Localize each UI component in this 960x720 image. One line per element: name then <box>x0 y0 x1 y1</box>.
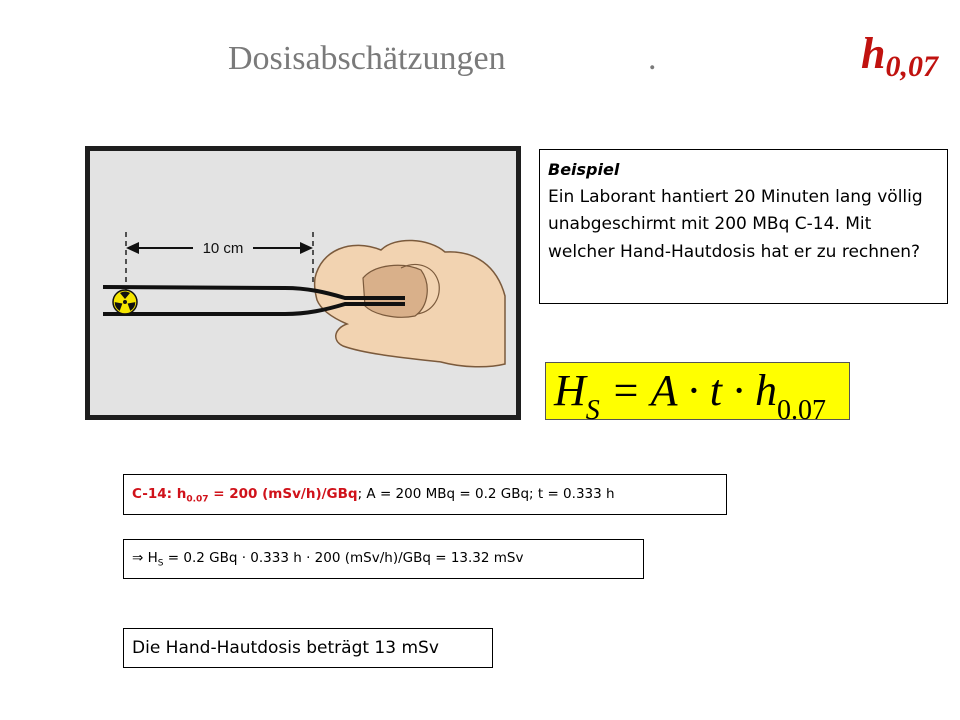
calc-text: = 0.2 GBq · 0.333 h · 200 (mSv/h)/GBq = 13.32 mSv <box>163 550 524 566</box>
formula-lhs-sub: S <box>585 395 600 426</box>
c14-value: = 200 (mSv/h)/GBq <box>208 486 358 502</box>
formula-middle: = A · t · h <box>599 366 777 415</box>
calculation-box <box>123 539 644 579</box>
example-box <box>539 149 948 304</box>
dose-formula <box>545 362 850 426</box>
calc-sub: S <box>157 558 164 569</box>
example-heading: Beispiel <box>548 160 620 179</box>
corner-subscript: 0,07 <box>885 50 938 83</box>
tweezers-figure <box>85 146 521 420</box>
result-text: Die Hand-Hautdosis beträgt 13 mSv <box>132 638 439 658</box>
c14-sub: 0.07 <box>186 494 209 505</box>
distance-label: 10 cm <box>202 240 244 257</box>
given-values-box <box>123 474 727 515</box>
result-box <box>123 628 493 668</box>
c14-label: C-14: h <box>132 486 187 502</box>
corner-h: h <box>861 29 886 78</box>
example-text: Ein Laborant hantiert 20 Minuten lang völlig unabgeschirmt mit 200 MBq C-14. Mit welcher Hand-Hautdosis hat er zu rechnen? <box>548 186 923 262</box>
title-dot: . <box>648 40 657 77</box>
calc-prefix: ⇒ H <box>132 550 158 566</box>
given-values-text: ; A = 200 MBq = 0.2 GBq; t = 0.333 h <box>357 486 615 502</box>
formula-h-sub: 0.07 <box>776 395 826 426</box>
corner-symbol <box>861 28 938 83</box>
slide-title: Dosisabschätzungen <box>228 40 506 77</box>
formula-lhs: H <box>554 366 586 415</box>
